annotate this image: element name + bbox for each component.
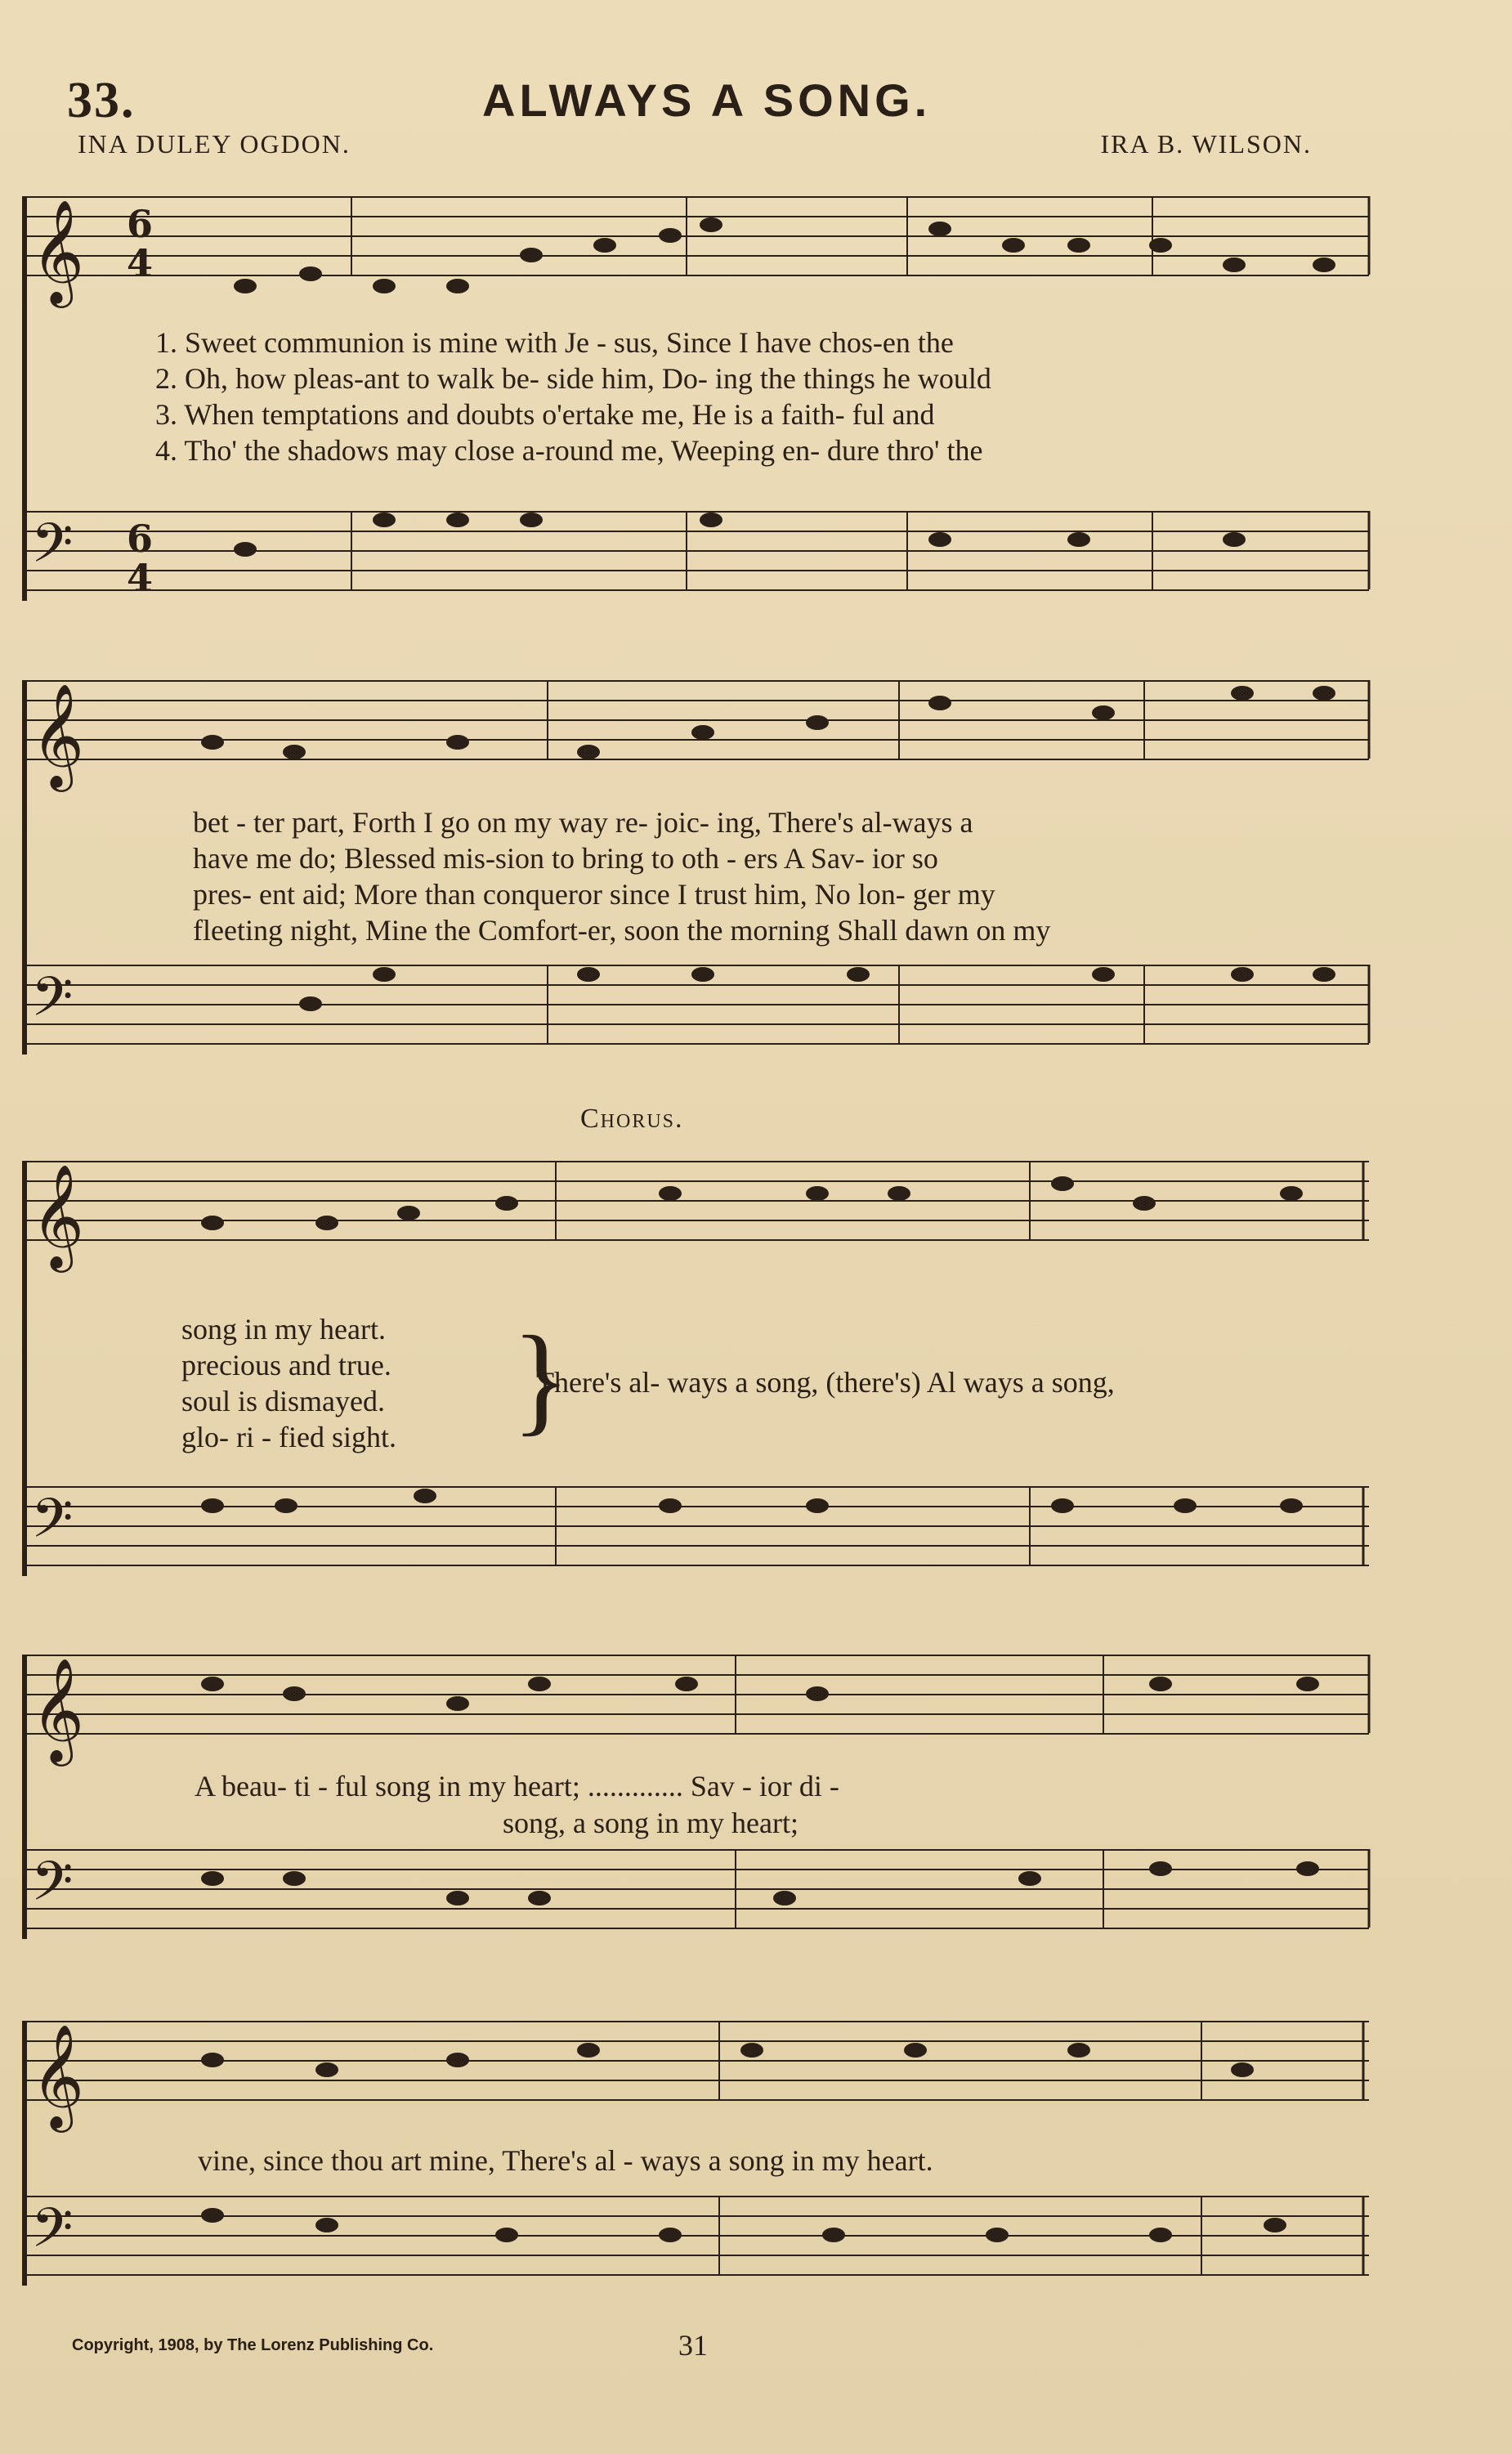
hymn-number: 33. [67, 73, 136, 128]
chorus-line2-lower: song, a song in my heart; [503, 1807, 798, 1839]
chorus-line3: vine, since thou art mine, There's al - ways a song in my heart. [198, 2144, 933, 2177]
bass-clef-icon: 𝄢 [31, 965, 74, 1041]
verse2-line2: have me do; Blessed mis-sion to bring to oth - ers A Sav- ior so [193, 842, 938, 875]
verse2-line3: precious and true. [181, 1349, 391, 1381]
chorus-line1: There's al- ways a song, (there's) Al ways a song, [536, 1366, 1115, 1399]
treble-clef-icon: 𝄞 [31, 683, 85, 787]
verse1-line1: 1. Sweet communion is mine with Je - sus, Since I have chos-en the [155, 326, 954, 359]
treble-clef-icon: 𝄞 [31, 1657, 85, 1762]
bass-clef-icon: 𝄢 [31, 1850, 74, 1926]
bass-clef-icon: 𝄢 [31, 2197, 74, 2273]
notehead-pattern [201, 217, 1335, 2242]
time-signature-icon: 4 [127, 556, 154, 600]
verse4-line3: glo- ri - fied sight. [181, 1421, 396, 1453]
verse4-line2: fleeting night, Mine the Comfort-er, soon the morning Shall dawn on my [193, 914, 1051, 947]
composer-credit: IRA B. WILSON. [1100, 129, 1312, 159]
bass-clef-icon: 𝄢 [31, 512, 74, 588]
verse1-line3: song in my heart. [181, 1313, 386, 1346]
verse3-line1: 3. When temptations and doubts o'ertake me, He is a faith- ful and [155, 398, 935, 431]
verse2-line1: 2. Oh, how pleas-ant to walk be- side him, Do- ing the things he would [155, 362, 991, 395]
time-signature-icon: 6 [127, 202, 154, 246]
verse3-line3: soul is dismayed. [181, 1385, 385, 1417]
copyright-notice: Copyright, 1908, by The Lorenz Publishing Co. [72, 2336, 434, 2354]
treble-clef-icon: 𝄞 [31, 1163, 85, 1268]
treble-clef-icon: 𝄞 [31, 2023, 85, 2128]
bass-clef-icon: 𝄢 [31, 1487, 74, 1563]
time-signature-icon: 6 [127, 517, 154, 561]
verse3-line2: pres- ent aid; More than conqueror since I trust him, No lon- ger my [193, 878, 995, 911]
hymn-title: ALWAYS A SONG. [482, 74, 932, 126]
treble-clef-icon: 𝄞 [31, 199, 85, 303]
chorus-brace: } [512, 1311, 570, 1447]
lyricist-credit: INA DULEY OGDON. [78, 129, 351, 159]
time-signature-icon: 4 [127, 241, 154, 285]
page-number: 31 [678, 2329, 708, 2362]
chorus-line2-upper: A beau- ti - ful song in my heart; ............. Sav - ior di - [195, 1770, 839, 1802]
verse1-line2: bet - ter part, Forth I go on my way re- joic- ing, There's al-ways a [193, 806, 973, 839]
verse4-line1: 4. Tho' the shadows may close a-round me, Weeping en- dure thro' the [155, 434, 983, 467]
chorus-label: Chorus. [580, 1104, 684, 1134]
